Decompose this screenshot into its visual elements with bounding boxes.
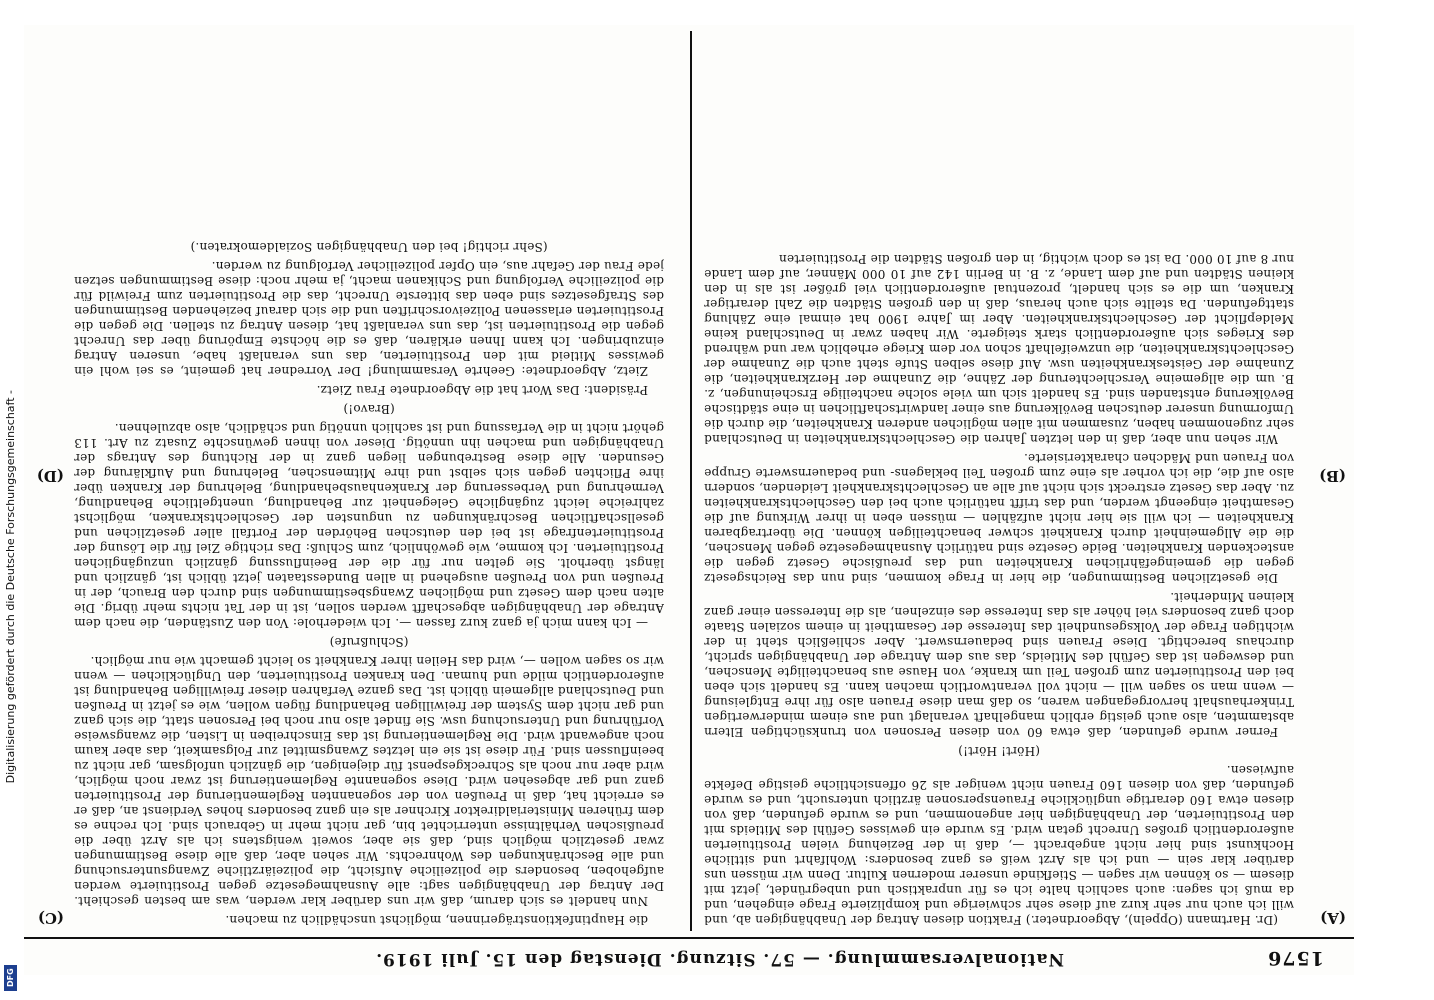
margin-mark-d: (D)	[36, 467, 64, 485]
page-header	[24, 937, 1354, 975]
left-column	[704, 32, 1294, 927]
page-running-title: Nationalversammlung. — 57. Sitzung. Dienstag den 15. Juli 1919.	[375, 949, 1064, 969]
dfg-logo: DFG	[4, 965, 17, 991]
paragraph: — Ich kann mich ja ganz kurz fassen —. Ich wiederhole: Von den Zuständen, die nach dem Antrage der Unabhängigen abgeschafft werden sollen, ist in der Tat nichts mehr übrig. Die alten nach dem Gesetz und möglichen Zwangsbestimmungen sind durch den Brauch, der in Preußen und von Preußen ausgehend in allen Bundesstaaten jetzt üblich ist, gänzlich und längst überholt. Sie gelten nur für die der Beeinflussung gänzlich unzugänglichen Prostituierten. Ich komme, wie gewöhnlich, zum Schluß: Das richtige Ziel für die Lösung der Prostituiertenfrage ist bei den deutschen Behörden der Fortfall aller gesetzlichen und gesellschaftlichen Beschränkungen zu ungunsten der Geschlechtskranken, möglichst zahlreiche leicht zugängliche Gelegenheit zur Behandlung, unentgeltliche Behandlung, Vermehrung und Verbesserung der Krankenhausbehandlung, Belehrung der Kranken über ihre Pflichten gegen sich selbst und ihre Mitmenschen, Belehrung und Aufklärung der Gesunden. Alle diese Bestrebungen liegen ganz in der Richtung des Antrags der Unabhängigen und machen ihn unnötig. Dieser von ihnen gewünschte Zusatz zu Art. 113 gehört nicht in die Verfassung und ist sachlich unnötig und schädlich, also abzulehnen.	[74, 421, 664, 630]
paragraph: (Dr. Hartmann (Oppeln), Abgeordneter.) Fraktion diesen Antrag der Unabhängigen ab, und will ich auch nur sehr kurz auf diese sehr schwierige und komplizierte Frage eingehen, und da muß ich sagen: auch sachlich halte ich es für unpraktisch und unbegründet, jetzt mit diesem — so können wir sagen — Stiefkinde unserer modernen Kultur. Denn wir müssen uns darüber klar sein — und ich als Arzt weiß es ganz besonders: Wohlfahrt und sittliche Hochkunst sind hier nicht angebracht —, daß in der Beziehung vielen Prostituierten außerordentlich großes Unrecht getan wird. Es wurde ein gewisses Gefühl des Mitleids mit den Prostituierten, der Unabhängigen hier angenommen, und es wurde gefunden, daß von diesen etwa 160 derartige unglückliche Frauenspersonen ärztlich untersucht, und es wurde gefunden, daß von diesen 160 Frauen nicht weniger als 26 offensichtliche geistige Defekte aufwiesen.	[704, 763, 1294, 927]
paragraph: Die gesetzlichen Bestimmungen, die hier in Frage kommen, sind nun das Reichsgesetz gegen die gemeingefährlichen Krankheiten und das preußische Gesetz gegen die ansteckenden Krankheiten. Beide Gesetze sind natürlich Ausnahmegesetze gegen Menschen, die die Allgemeinheit durch Krankheit schwer benachteiligen können. Die übertragbaren Krankheiten — ich will sie hier nicht aufzählen — müssen eben in ihrer Wirkung auf die Gesamtheit eingeengt werden, und das trifft natürlich auch bei den Geschlechtskrankheiten zu. Aber das Gesetz erstreckt sich nicht auf alle an Geschlechtskrankheit Leidenden, sondern also auf die, die ich vorher als eine zum großen Teil beklagens- und bedauernswerte Gruppe von Frauen und Mädchen charakterisierte.	[704, 451, 1294, 585]
column-divider	[690, 31, 692, 931]
interjection: (Bravo!)	[343, 402, 395, 416]
paragraph: Wir sehen nun aber, daß in den letzten Jahren die Geschlechtskrankheiten in Deutschland sehr zugenommen haben, zusammen mit allen möglichen anderen Krankheiten, die durch die Umformung unserer deutschen Bevölkerung aus einer landwirtschaftlichen in eine städtische Bevölkerung entstanden sind. Es handelt sich um viele solche nachteilige Erscheinungen, z. B. um die allgemeine Verschlechterung der Zähne, die Zunahme der Herzkrankheiten, die Zunahme der Geisteskrankheiten usw. Auf diese selben Stufe steht auch die Zunahme der Geschlechtskrankheiten, die unzweifelhaft schon vor dem Kriege erheblich war und während des Krieges sich außerordentlich stark steigerte. Wir haben zwar in Deutschland keine Meldepflicht der Geschlechtskrankheiten. Aber im Jahre 1900 hat einmal eine Zählung stattgefunden. Da stellte sich auch heraus, daß in den großen Städten die Zahl derartiger Kranken, um die es sich handelt, prozentual außerordentlich viel größer ist als in den kleinen Städten und auf dem Lande, z. B. in Berlin 142 auf 10 000 Männer, auf dem Lande nur 8 auf 10 000. Da ist es doch wichtig, in den großen Städten die Prostituierten	[704, 252, 1294, 446]
interjection: (Hört! Hört!)	[958, 744, 1040, 758]
paragraph: Ferner wurde gefunden, daß etwa 60 von diesen Personen von trunksüchtigen Eltern abstammten, also auch geistig erblich mangelhaft veranlagt und aus einem minderwertigen Trinkerhaushalt hervorgegangen waren, so daß man diese Frauen also für ihre Entgleisung — wenn man so sagen will — nicht voll verantwortlich machen kann. Es handelt sich eben bei den Prostituierten zum großen Teil um kranke, von Hause aus benachteiligte Menschen, und deswegen ist das Gefühl des Mitleids, das aus dem Antrage der Unabhängigen spricht, durchaus berechtigt. Diese Frauen sind bedauernswert. Aber schließlich steht in der wichtigen Frage der Volksgesundheit das Interesse der Gesamtheit in einem sozialen Staate doch ganz besonders viel höher als das Interesse des einzelnen, als die Interessen einer ganz kleinen Minderheit.	[704, 590, 1294, 739]
digitization-credit	[4, 10, 18, 990]
margin-mark-c: (C)	[37, 909, 64, 927]
margin-mark-b: (B)	[1319, 467, 1346, 485]
margin-mark-a: (A)	[1320, 909, 1346, 927]
page-number: 1576	[1267, 947, 1324, 969]
speaker-paragraph: Präsident: Das Wort hat die Abgeordnete Frau Zietz.	[316, 383, 648, 397]
right-column	[74, 32, 664, 927]
paragraph: die Hauptinfektionsträgerinnen, möglichst unschädlich zu machen.	[225, 913, 648, 927]
credit-text: Digitalisierung gefördert durch die Deutsche Forschungsgemeinschaft -	[4, 390, 17, 784]
interjection: (Sehr richtig! bei den Unabhängigen Sozialdemokraten.)	[190, 240, 548, 254]
document-page	[24, 25, 1354, 975]
paragraph: Nun handelt es sich darum, daß wir uns darüber klar werden, was am besten geschieht. Der Antrag der Unabhängigen sagt: alle Ausnahmegesetze gegen Prostituierte werden aufgehoben, besonders die polizeiliche Aufsicht, die polizeiärztliche Zwangsuntersuchung und alle Beschränkungen des Wohnrechts. Wir sehen aber, daß alle diese Bestimmungen zwar gesetzlich möglich sind, daß sie aber, soweit wenigstens ich als Arzt über die preußischen Verhältnisse unterrichtet bin, gar nicht mehr in Gebrauch sind. Ich rechne es dem früheren Ministerialdirektor Kirchner als ein ganz besonders hohes Verdienst an, daß er es erreicht hat, daß in Preußen von der sogenannten Reglementierung der Prostituierten ganz und gar abgesehen wird. Diese sogenannte Reglementierung ist zwar noch möglich, wird aber nur noch als Schreckgespenst für diejenigen, die gänzlich unfolgsam, gar nicht zu beeinflussen sind. Für diese ist sie ein letztes Zwangsmittel zur Folgsamkeit, das aber kaum noch angewandt wird. Die Reglementierung ist das Einschreiben in Listen, die zwangsweise Vorführung und Untersuchung usw. Sie findet also nur noch bei Personen statt, die sich ganz und gar nicht dem System der freiwilligen Behandlung fügen wollen, wie es jetzt in Preußen und Deutschland allgemein üblich ist. Das ganze Verfahren dieser freiwilligen Behandlung ist außerordentlich milde und human. Den kranken Prostituierten, den Unglücklichen — wenn wir so sagen wollen —, wird das Heilen ihrer Krankheit so leicht gemacht wie nur möglich.	[74, 654, 664, 908]
speaker-paragraph: Zietz, Abgeordnete: Geehrte Versammlung! Der Vorredner hat gemeint, es sei wohl ein gewisses Mitleid mit den Prostituierten, das uns veranlaßt habe, unseren Antrag einzubringen. Ich kann Ihnen erklären, daß es die höchste Empörung über das Unrecht gegen die Prostituierten ist, das uns veranlaßt hat, diesen Antrag zu stellen. Die gegen die Prostituierten erlassenen Polizeivorschriften und die sich darauf beziehenden Bestimmungen des Strafgesetzes sind eben das bitterste Unrecht, das die Prostituierten zum Freiwild für die polizeiliche Verfolgung und Schikanen macht, ja mehr noch: diese Bestimmungen setzen jede Frau der Gefahr aus, ein Opfer polizeilicher Verfolgung zu werden.	[74, 259, 664, 378]
interjection: (Schlußrufe)	[329, 635, 409, 649]
